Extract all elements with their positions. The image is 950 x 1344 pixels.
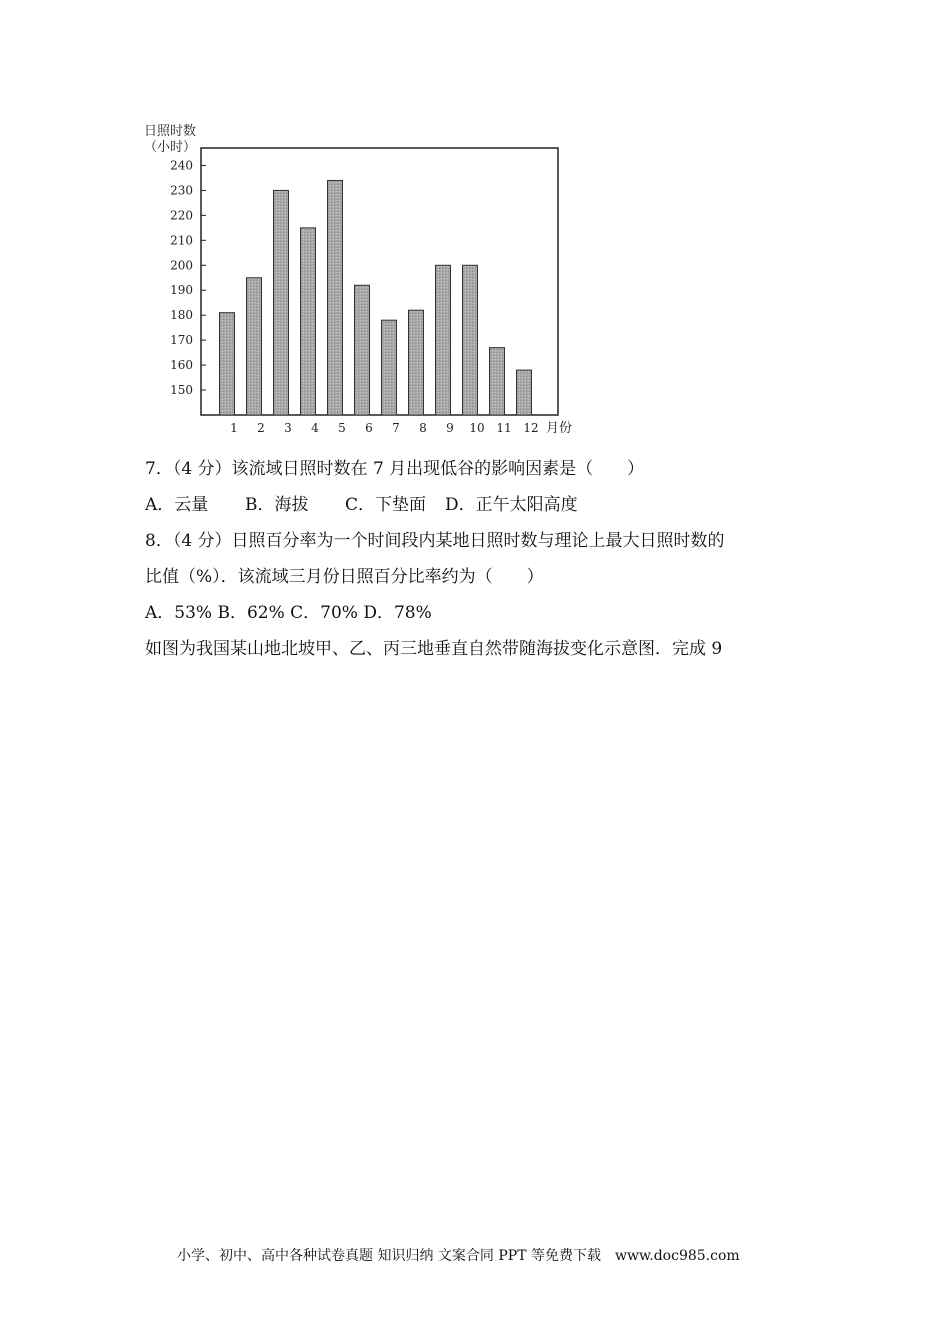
bar [274, 190, 289, 415]
y-tick-label: 240 [170, 158, 193, 173]
y-tick-label: 190 [170, 283, 193, 298]
y-axis-label: 日照时数 [144, 124, 197, 139]
bar [436, 265, 451, 415]
y-tick-label: 150 [170, 383, 193, 398]
y-tick-label: 170 [170, 333, 193, 348]
bar [355, 285, 370, 415]
y-tick-label: 230 [170, 183, 193, 198]
bar [490, 348, 505, 415]
x-tick-label: 6 [365, 421, 373, 435]
footer-text: 小学、初中、高中各种试卷真题 知识归纳 文案合同 PPT 等免费下载 www.doc985.com [177, 1248, 740, 1264]
x-tick-label: 4 [311, 421, 319, 435]
y-tick-label: 220 [170, 208, 193, 223]
q7-option-b: B．海拔 [245, 495, 309, 515]
q7-option-c: C．下垫面 [345, 495, 427, 515]
y-tick-label: 180 [170, 308, 193, 323]
x-tick-label: 10 [469, 421, 485, 435]
x-tick-label: 8 [419, 421, 427, 435]
bar [220, 313, 235, 415]
bar [301, 228, 316, 415]
y-axis-unit: （小时） [144, 140, 197, 155]
q7-option-a: A．云量 [145, 495, 209, 515]
y-tick-label: 210 [170, 233, 193, 248]
x-tick-label: 2 [257, 421, 265, 435]
x-tick-label: 7 [392, 421, 400, 435]
question-8-line-2: 比值（%）．该流域三月份日照百分比率约为（ ） [145, 567, 544, 587]
question-7-text: 7．（4 分）该流域日照时数在 7 月出现低谷的影响因素是（ ） [145, 459, 645, 479]
q8-options: A．53% B．62% C．70% D．78% [145, 603, 432, 623]
q7-option-d: D．正午太阳高度 [445, 495, 578, 515]
chart-svg [130, 115, 610, 445]
bar [517, 370, 532, 415]
bar [328, 180, 343, 415]
x-tick-label: 1 [230, 421, 238, 435]
intro-question-9: 如图为我国某山地北坡甲、乙、丙三地垂直自然带随海拔变化示意图．完成 9 [145, 639, 723, 659]
bar [463, 265, 478, 415]
bar [247, 278, 262, 415]
x-tick-label: 9 [446, 421, 454, 435]
y-tick-label: 160 [170, 358, 193, 373]
x-tick-label: 5 [338, 421, 346, 435]
bar [409, 310, 424, 415]
x-tick-label: 11 [496, 421, 512, 435]
sunshine-bar-chart [130, 115, 610, 445]
x-tick-label: 12 [523, 421, 539, 435]
bar [382, 320, 397, 415]
question-8-line-1: 8．（4 分）日照百分率为一个时间段内某地日照时数与理论上最大日照时数的 [145, 531, 725, 551]
y-tick-label: 200 [170, 258, 193, 273]
x-axis-label: 月份 [546, 421, 573, 436]
x-tick-label: 3 [284, 421, 292, 435]
